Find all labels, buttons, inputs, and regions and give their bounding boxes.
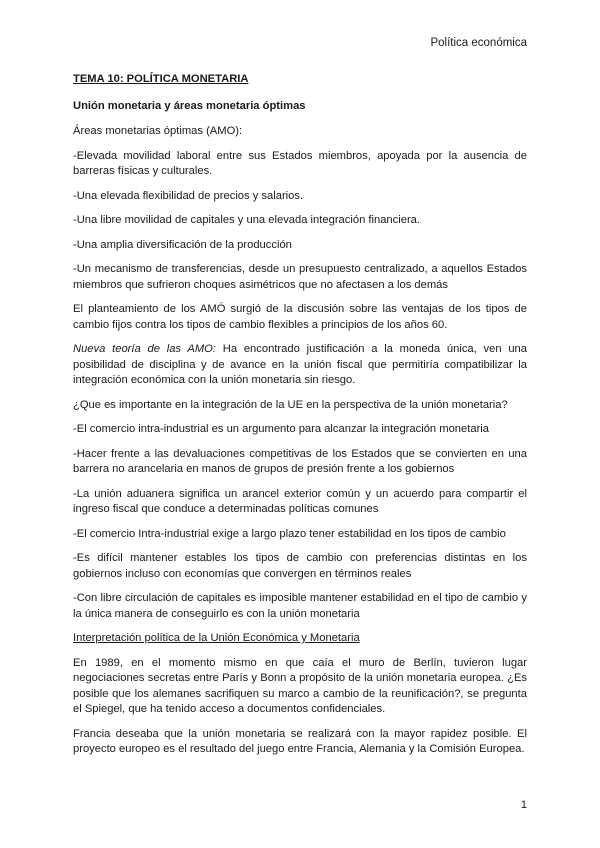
question-item: -La unión aduanera significa un arancel exterior común y un acuerdo para compartir el ingreso fiscal que conduce a determinadas políticas comunes: [73, 487, 527, 515]
document-body: [73, 72, 527, 767]
question-item: -El comercio Intra-industrial exige a largo plazo tener estabilidad en los tipos de cambio: [73, 527, 506, 540]
amo-intro: Áreas monetarias óptimas (AMO):: [73, 125, 243, 137]
amo-origin-paragraph: El planteamiento de los AMÓ surgió de la discusión sobre las ventajas de los tipos de cambio fijos contra los tipos de cambio flexibles a principios de los años 60.: [73, 303, 527, 331]
running-header: Política económica: [430, 37, 527, 49]
new-theory-paragraph: [73, 342, 527, 389]
section-paragraph: En 1989, en el momento mismo en que caía el muro de Berlín, tuvieron lugar negociaciones secretas entre París y Bonn a propósito de la unión monetaria europea. ¿Es posible que los alemanes sacrifiquen su marco a cambio de la reunificación?, se pregunta el Spiegel, que ha tenido acceso a documentos confidenciales.: [73, 656, 527, 715]
amo-item: -Un mecanismo de transferencias, desde un presupuesto centralizado, a aquellos Estados miembros que sufrieron choques asimétricos que no afectasen a los demás: [73, 263, 527, 291]
amo-item: -Una libre movilidad de capitales y una elevada integración financiera.: [73, 214, 421, 226]
amo-item: -Una amplia diversificación de la producción: [73, 238, 292, 251]
section-paragraph: Francia deseaba que la unión monetaria se realizará con la mayor rapidez posible. El proyecto europeo es el resultado del juego entre Francia, Alemania y la Comisión Europea.: [73, 727, 527, 755]
document-title: TEMA 10: POLÍTICA MONETARIA: [73, 73, 249, 85]
integration-question: ¿Que es importante en la integración de la UE en la perspectiva de la unión monetaria?: [73, 398, 508, 411]
question-item: -Es difícil mantener estables los tipos de cambio con preferencias distintas en los gobiernos incluso con economías que convergen en términos reales: [73, 552, 527, 580]
question-item: -El comercio intra-industrial es un argumento para alcanzar la integración monetaria: [73, 423, 490, 435]
new-theory-lead: Nueva teoría de las AMO:: [73, 343, 216, 355]
question-item: -Con libre circulación de capitales es imposible mantener estabilidad en el tipo de cambio y la única manera de conseguirlo es con la unión monetaria: [73, 592, 527, 620]
section-heading: Interpretación política de la Unión Económica y Monetaria: [73, 632, 360, 644]
amo-item: -Elevada movilidad laboral entre sus Estados miembros, apoyada por la ausencia de barreras físicas y culturales.: [73, 149, 527, 177]
page-number: 1: [520, 799, 527, 811]
new-theory-text: Ha encontrado justificación a la moneda única, ven una posibilidad de disciplina y de avance en la unión fiscal que permitiría compatibilizar la integración económica con la unión monetaria sin riesgo.: [73, 343, 527, 386]
document-subtitle: Unión monetaria y áreas monetaria óptimas: [73, 99, 306, 112]
amo-item: -Una elevada flexibilidad de precios y salarios.: [73, 189, 304, 202]
question-item: -Hacer frente a las devaluaciones competitivas de los Estados que se convierten en una barrera no arancelaria en manos de grupos de presión frente a los gobiernos: [73, 447, 527, 475]
